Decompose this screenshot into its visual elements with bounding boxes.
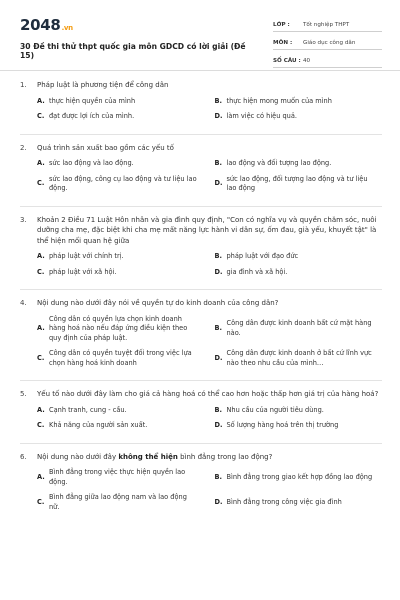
meta-class: LỚP : Tốt nghiệp THPT [273,18,382,32]
question-1 [20,80,382,128]
option-a[interactable]: A. Bình đẳng trong việc thực hiện quyền lao động. [37,468,186,486]
option-c[interactable]: C. pháp luật với xã hội. [37,267,117,276]
question-number: 4. [20,299,27,307]
option-b[interactable]: B. Bình đẳng trong giao kết hợp đồng lao động [214,472,373,481]
option-d[interactable]: D. Bình đẳng trong công việc gia đình [214,497,342,506]
question-text: Yếu tố nào dưới đây làm cho giá cả hàng hoá có thể cao hơn hoặc thấp hơn giá trị của hàng hoá? [37,390,379,398]
option-c[interactable]: C. sức lao động, công cụ lao động và tư liệu lao động. [37,174,197,192]
option-a[interactable]: A. Công dân có quyền lựa chọn kinh doanh hàng hoá nào nếu đáp ứng điều kiện theo quy định của pháp luật. [37,314,188,342]
option-d[interactable]: D. Số lượng hàng hoá trên thị trường [214,421,339,429]
question-text: Nội dung nào dưới đây nói về quyền tự do kinh doanh của công dân? [37,299,279,307]
emphasis-text: không thể hiện [118,452,178,461]
option-d[interactable]: D. gia đình và xã hội. [214,267,288,276]
question-4 [20,298,382,374]
question-number: 5. [20,390,27,398]
option-c[interactable]: C. Công dân có quyền tuyệt đối trong việc lựa chọn hàng hoá kinh doanh [37,349,192,367]
question-number: 3. [20,215,27,224]
question-list [20,80,382,524]
option-b[interactable]: B. Công dân được kinh doanh bất cứ mặt hàng nào. [214,319,372,337]
option-d[interactable]: D. Công dân được kinh doanh ở bất cứ lĩnh vực nào theo nhu cầu của mình… [214,349,372,367]
question-6 [20,452,382,519]
question-text: Pháp luật là phương tiện để công dân [37,81,169,89]
meta-question-count: SỐ CÂU : 40 [273,54,382,68]
option-a[interactable]: A. sức lao động và lao động. [37,159,134,167]
option-d[interactable]: D. làm việc có hiệu quả. [214,112,298,120]
option-b[interactable]: B. lao động và đối tượng lao động. [214,159,332,167]
question-divider [20,134,382,135]
question-divider [20,443,382,444]
header [20,16,382,76]
question-number: 2. [20,143,27,152]
question-divider [20,380,382,381]
meta-subject: MÔN : Giáo dục công dân [273,36,382,50]
question-number: 1. [20,81,27,89]
question-5 [20,389,382,437]
option-a[interactable]: A. pháp luật với chính trị. [37,252,124,260]
option-a[interactable]: A. Cạnh tranh, cung - cầu. [37,405,127,414]
question-3 [20,215,382,284]
question-text: Khoản 2 Điều 71 Luật Hôn nhân và gia đình quy định, "Con có nghĩa vụ và quyền chăm sóc, nuôi dưỡng cha mẹ, đặc biệt khi cha mẹ mất năng lực hành vi dân sự, ốm đau, già yếu, khuyết tật" là thể hiện mối quan hệ giữa [37,215,377,245]
option-b[interactable]: B. thực hiện mong muốn của mình [214,96,332,105]
question-2 [20,143,382,200]
option-c[interactable]: C. Khả năng của người sản xuất. [37,421,148,429]
question-divider [20,289,382,290]
question-text: Nội dung nào dưới đây không thể hiện bình đẳng trong lao động? [37,452,273,461]
header-divider [0,70,400,71]
question-text: Quá trình sản xuất bao gồm các yếu tố [37,143,174,152]
exam-title: 30 Đề thi thử thpt quốc gia môn GDCD có lời giải (Đề 15) [20,42,246,60]
option-d[interactable]: D. sức lao động, đối tượng lao động và tư liệu lao động [214,174,368,192]
exam-meta [273,18,382,72]
option-c[interactable]: C. đạt được lợi ích của mình. [37,112,135,120]
question-divider [20,206,382,207]
site-logo[interactable]: 2048.vn [20,16,73,34]
option-b[interactable]: B. pháp luật với đạo đức [214,252,299,260]
option-c[interactable]: C. Bình đẳng giữa lao động nam và lao động nữ. [37,493,187,511]
question-number: 6. [20,452,27,461]
option-a[interactable]: A. thực hiện quyền của mình [37,96,136,105]
option-b[interactable]: B. Nhu cầu của người tiêu dùng. [214,405,324,414]
